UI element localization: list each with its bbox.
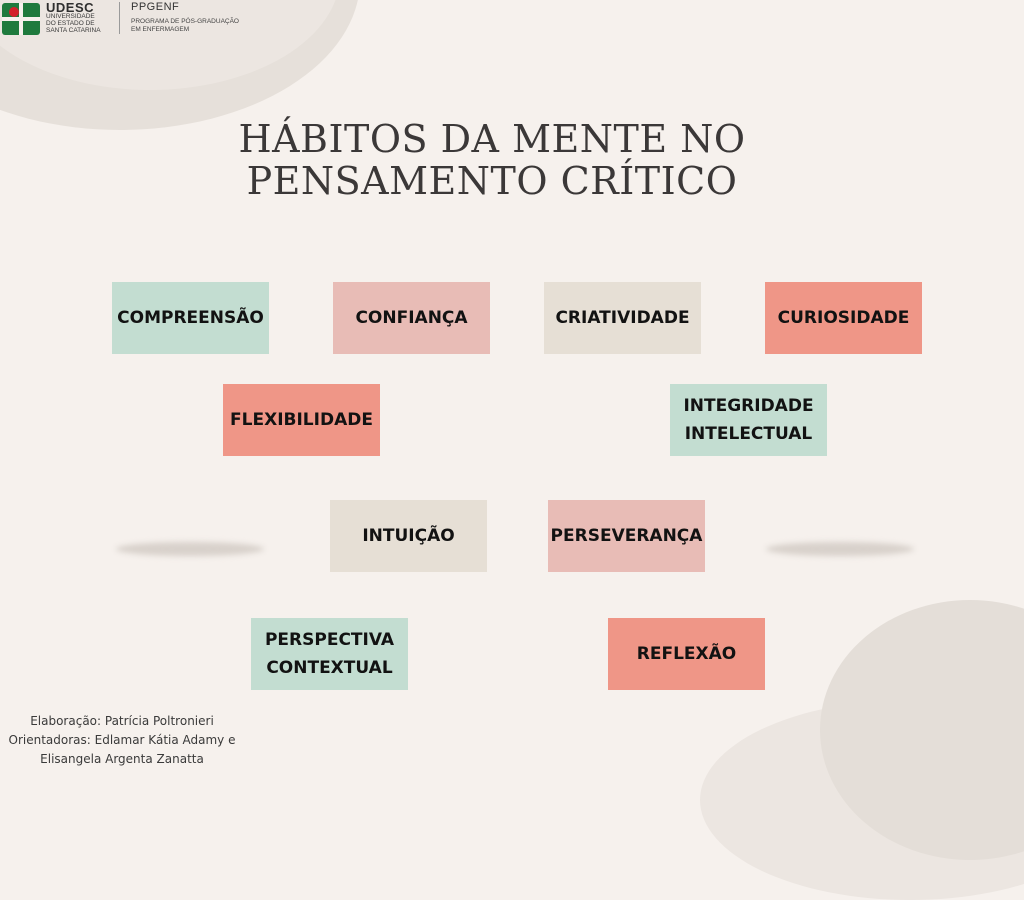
title-line-1: HÁBITOS DA MENTE NO: [238, 117, 746, 161]
habit-card-confianca: CONFIANÇA: [333, 282, 490, 354]
udesc-ppgenf-logo: [0, 0, 270, 40]
habit-card-compreensao: COMPREENSÃO: [112, 282, 269, 354]
decor-shadow-left: [116, 542, 264, 556]
habit-card-criatividade: CRIATIVIDADE: [544, 282, 701, 354]
credit-line-elaboracao: Elaboração: Patrícia Poltronieri: [30, 714, 214, 728]
credit-line-orientadoras-cont: Elisangela Argenta Zanatta: [40, 752, 204, 766]
habit-card-intuicao: INTUIÇÃO: [330, 500, 487, 572]
credits: [0, 712, 244, 769]
habit-card-integridade-intelectual: INTEGRIDADE INTELECTUAL: [670, 384, 827, 456]
logo-divider: [119, 2, 120, 34]
logo-university-text: UNIVERSIDADE DO ESTADO DE SANTA CATARINA: [46, 13, 101, 34]
habit-card-flexibilidade: FLEXIBILIDADE: [223, 384, 380, 456]
credit-line-orientadoras: Orientadoras: Edlamar Kátia Adamy e: [8, 733, 236, 747]
logo-udesc-text: UDESC: [46, 0, 95, 15]
logo-program-text: PROGRAMA DE PÓS-GRADUAÇÃO EM ENFERMAGEM: [131, 18, 239, 33]
habit-card-reflexao: REFLEXÃO: [608, 618, 765, 690]
habit-card-curiosidade: CURIOSIDADE: [765, 282, 922, 354]
habit-card-perseveranca: PERSEVERANÇA: [548, 500, 705, 572]
logo-program-acronym: PPGENF: [131, 1, 180, 13]
decor-shadow-right: [766, 542, 914, 556]
udesc-emblem-icon: [2, 3, 40, 35]
title-line-2: PENSAMENTO CRÍTICO: [246, 159, 738, 203]
page-title: [212, 118, 772, 202]
habit-card-perspectiva-contextual: PERSPECTIVA CONTEXTUAL: [251, 618, 408, 690]
